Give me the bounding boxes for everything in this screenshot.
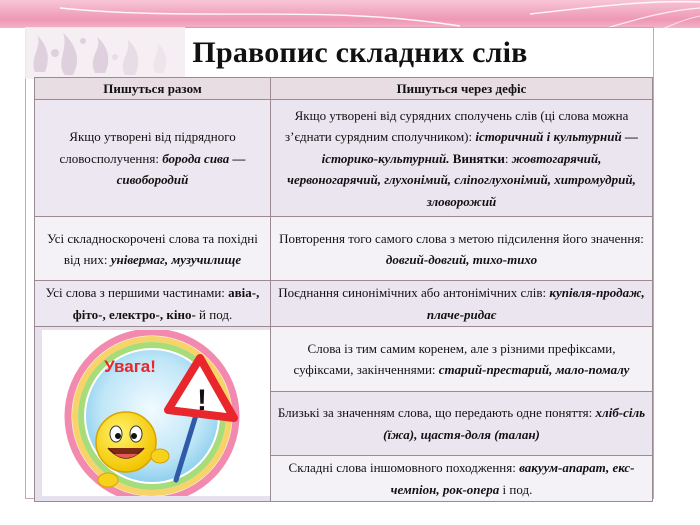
left-rule-2: Усі складноскорочені слова та похідні від них: універмаг, музучилище bbox=[35, 217, 271, 281]
smiley-warning-sign-icon bbox=[42, 330, 270, 496]
warning-badge bbox=[42, 330, 270, 496]
svg-text:Увага!: Увага! bbox=[104, 357, 156, 376]
column-header-hyphen: Пишуться через дефіс bbox=[271, 78, 653, 100]
right-rule-5: Близькі за значенням слова, що передають одне поняття: хліб-сіль (їжа), щастя-доля (талан) bbox=[271, 392, 653, 456]
left-rule-3: Усі слова з першими частинами: авіа-, фіто-, електро-, кіно- й под. bbox=[35, 281, 271, 327]
svg-text:!: ! bbox=[197, 384, 207, 417]
column-header-together: Пишуться разом bbox=[35, 78, 271, 100]
right-rule-4: Слова із тим самим коренем, але з різними префіксами, суфіксами, закінченнями: старий-престарий, мало-помалу bbox=[271, 327, 653, 392]
right-rule-3: Поєднання синонімічних або антонімічних слів: купівля-продаж, плаче-ридає bbox=[271, 281, 653, 327]
left-rule-1: Якщо утворені від підрядного словосполучення: борода сива — сивобородий bbox=[35, 100, 271, 217]
right-rule-2: Повторення того самого слова з метою підсилення його значення: довгий-довгий, тихо-тихо bbox=[271, 217, 653, 281]
page-title: Правопис складних слів bbox=[192, 36, 528, 69]
right-rule-6: Складні слова іншомовного походження: вакуум-апарат, екс-чемпіон, рок-опера і под. bbox=[271, 456, 653, 502]
right-rule-1: Якщо утворені від сурядних сполучень слів (ці слова можна з’єднати сурядним сполучником): історичний і культурний — історико-культурний. Винятки: жовтогарячий, червоногарячий, глухонімий, сліпоглухонімий, хитромудрий, зловорожий bbox=[271, 100, 653, 217]
